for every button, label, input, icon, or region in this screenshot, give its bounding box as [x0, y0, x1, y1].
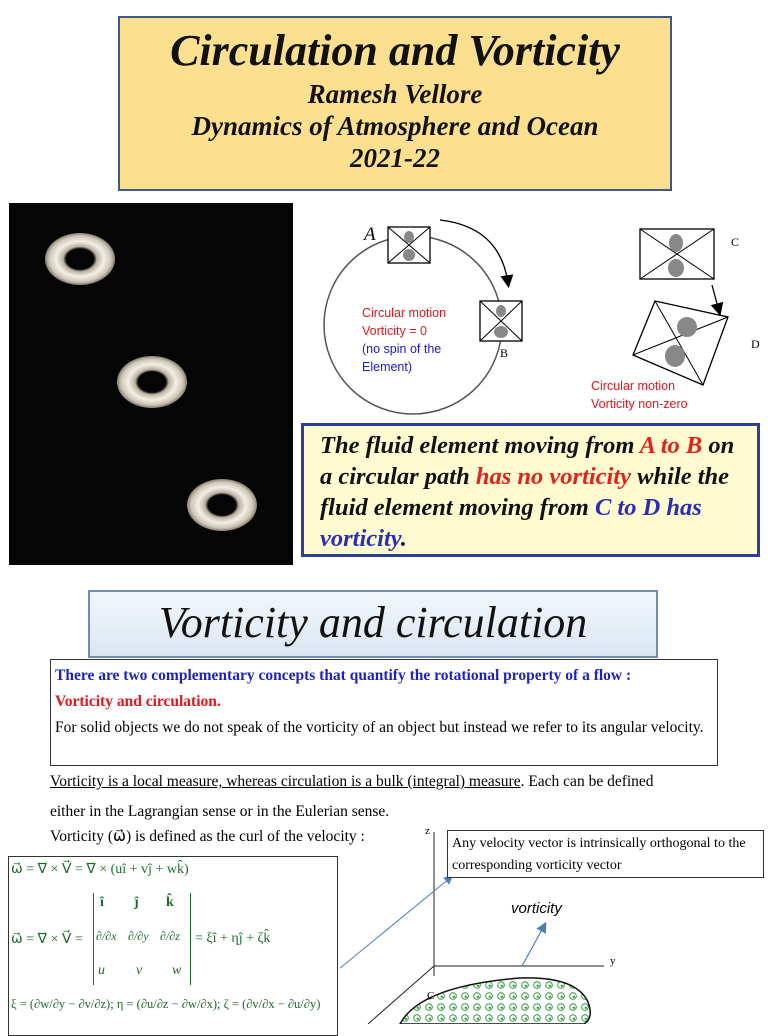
concept-names: Vorticity and circulation.: [55, 693, 221, 710]
det-k: k̂: [166, 895, 174, 910]
right-caption-line1: Circular motion: [591, 379, 676, 393]
explain-part5: .: [400, 525, 407, 552]
left-caption-line1: Circular motion: [362, 306, 447, 320]
section-heading: Vorticity and circulation: [88, 590, 658, 658]
explain-a-to-b: A to B: [639, 432, 703, 459]
concept-box: [50, 659, 718, 766]
local-measure-underlined: Vorticity is a local measure, whereas circulation is a bulk (integral) measure: [50, 773, 521, 790]
curve-c-label: C: [427, 990, 435, 1002]
z-axis-label: z: [425, 825, 430, 837]
det-dx: ∂/∂x: [96, 929, 117, 943]
label-c: C: [731, 235, 740, 249]
local-measure-rest: . Each can be defined: [520, 773, 654, 790]
vortex-ring-3: [187, 479, 257, 531]
orthogonal-note: Any velocity vector is intrinsically orthogonal to the corresponding vorticity vector: [447, 830, 764, 878]
right-caption: [591, 377, 688, 413]
y-axis-label: y: [610, 955, 616, 967]
det-dy: ∂/∂y: [128, 929, 149, 943]
det-w: w: [172, 963, 182, 978]
left-caption-line2: Vorticity = 0: [362, 324, 427, 338]
vorticity-label: vorticity: [511, 900, 562, 917]
det-i: î: [100, 895, 104, 910]
course-name: Dynamics of Atmosphere and Ocean: [191, 111, 599, 141]
solid-object-text: For solid objects we do not speak of the vorticity of an object but instead we refer to its angular velocity.: [55, 719, 704, 736]
det-dz: ∂/∂z: [160, 929, 180, 943]
slide-title: Circulation and Vorticity: [170, 26, 620, 75]
local-measure-text: [50, 767, 766, 797]
det-v: v: [136, 963, 143, 978]
explain-part1: The fluid element moving from: [320, 432, 640, 459]
concept-line: There are two complementary concepts that quantify the rotational property of a flow :: [55, 667, 632, 684]
label-a: A: [364, 224, 376, 245]
label-d: D: [751, 337, 760, 351]
vortex-ring-2: [117, 356, 187, 408]
author-name: Ramesh Vellore: [307, 79, 483, 109]
explain-part2: on a circular path: [320, 432, 735, 490]
academic-year: 2021-22: [350, 143, 440, 173]
equation-determinant-lhs: ω⃗ = ∇ × V⃗ =: [11, 932, 83, 947]
explanation-box: [301, 423, 760, 557]
det-u: u: [98, 963, 105, 978]
title-box: [118, 16, 672, 191]
equation-box: [8, 856, 338, 1036]
left-caption-line4: Element): [362, 360, 413, 374]
left-caption-line3: (no spin of the: [362, 342, 442, 356]
equation-determinant-rhs: = ξî + ηĵ + ζk̂: [195, 931, 271, 946]
explain-part3: while the fluid element moving from: [320, 463, 730, 521]
vortex-ring-1: [45, 233, 115, 285]
curl-definition-text: Vorticity (ω⃗) is defined as the curl of the velocity :: [50, 828, 365, 845]
explain-c: C: [594, 494, 612, 521]
equation-components: ξ = (∂w/∂y − ∂v/∂z); η = (∂u/∂z − ∂w/∂x); ζ = (∂v/∂x − ∂u/∂y): [11, 997, 321, 1011]
vortex-ring-photo: [9, 203, 293, 565]
explain-no-vorticity: has no vorticity: [475, 463, 632, 490]
det-j: ĵ: [134, 895, 139, 910]
determinant: [93, 893, 191, 985]
left-caption: [362, 304, 446, 376]
label-b: B: [500, 346, 509, 360]
equation-curl: ω⃗ = ∇ × V⃗ = ∇ × (uî + vĵ + wk̂): [11, 862, 189, 877]
sense-text: either in the Lagrangian sense or in the Eulerian sense.: [50, 803, 390, 820]
explain-to-d: to D has vorticity: [320, 494, 702, 552]
right-caption-line2: Vorticity non-zero: [591, 397, 688, 411]
